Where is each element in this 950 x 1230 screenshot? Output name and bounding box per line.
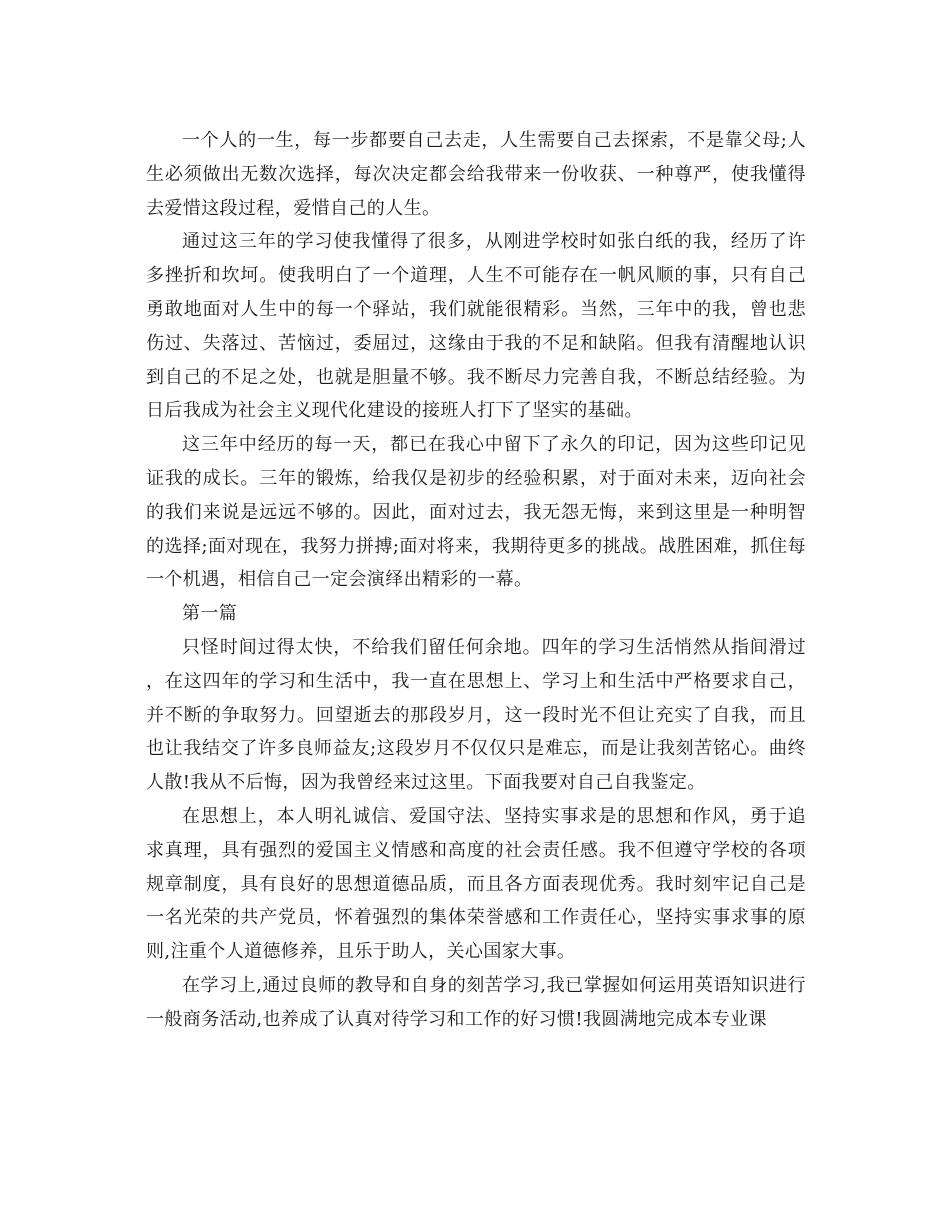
paragraph-ideology: 在思想上，本人明礼诚信、爱国守法、坚持实事求是的思想和作风，勇于追求真理，具有强烈的爱国主义情感和高度的社会责任感。我不但遵守学校的各项规章制度，具有良好的思想道德品质，而且各方面表现优秀。我时刻牢记自己是一名光荣的共产党员，怀着强烈的集体荣誉感和工作责任心，坚持实事求事的原则,注重个人道德修养，且乐于助人，关心国家大事。 xyxy=(146,805,806,963)
paragraph-study: 在学习上,通过良师的教导和自身的刻苦学习,我已掌握如何运用英语知识进行一般商务活动,也养成了认真对待学习和工作的好习惯!我圆满地完成本专业课 xyxy=(146,974,806,1030)
document-body xyxy=(146,124,806,1037)
section-heading: 第一篇 xyxy=(182,603,238,625)
paragraph-time-passes: 只怪时间过得太快，不给我们留任何余地。四年的学习生活悄然从指间滑过，在这四年的学习和生活中，我一直在思想上、学习上和生活中严格要求自己，并不断的争取努力。回望逝去的那段岁月，这一段时光不但让充实了自我，而且也让我结交了许多良师益友;这段岁月不仅仅只是难忘，而是让我刻苦铭心。曲终人散!我从不后悔，因为我曾经来过这里。下面我要对自己自我鉴定。 xyxy=(146,636,806,794)
paragraph-intro: 一个人的一生，每一步都要自己去走，人生需要自己去探索，不是靠父母;人生必须做出无数次选择，每次决定都会给我带来一份收获、一种尊严，使我懂得去爱惜这段过程，爱惜自己的人生。 xyxy=(146,130,806,219)
paragraph-every-day: 这三年中经历的每一天，都已在我心中留下了永久的印记，因为这些印记见证我的成长。三年的锻炼，给我仅是初步的经验积累，对于面对未来，迈向社会的我们来说是远远不够的。因此，面对过去，我无怨无悔，来到这里是一种明智的选择;面对现在，我努力拼搏;面对将来，我期待更多的挑战。战胜困难，抓住每一个机遇，相信自己一定会演绎出精彩的一幕。 xyxy=(146,434,806,591)
paragraph-three-years: 通过这三年的学习使我懂得了很多，从刚进学校时如张白纸的我，经历了许多挫折和坎坷。使我明白了一个道理，人生不可能存在一帆风顺的事，只有自己勇敢地面对人生中的每一个驿站，我们就能很精彩。当然，三年中的我，曾也悲伤过、失落过、苦恼过，委屈过，这缘由于我的不足和缺陷。但我有清醒地认识到自己的不足之处，也就是胆量不够。我不断尽力完善自我，不断总结经验。为日后我成为社会主义现代化建设的接班人打下了坚实的基础。 xyxy=(146,231,806,422)
